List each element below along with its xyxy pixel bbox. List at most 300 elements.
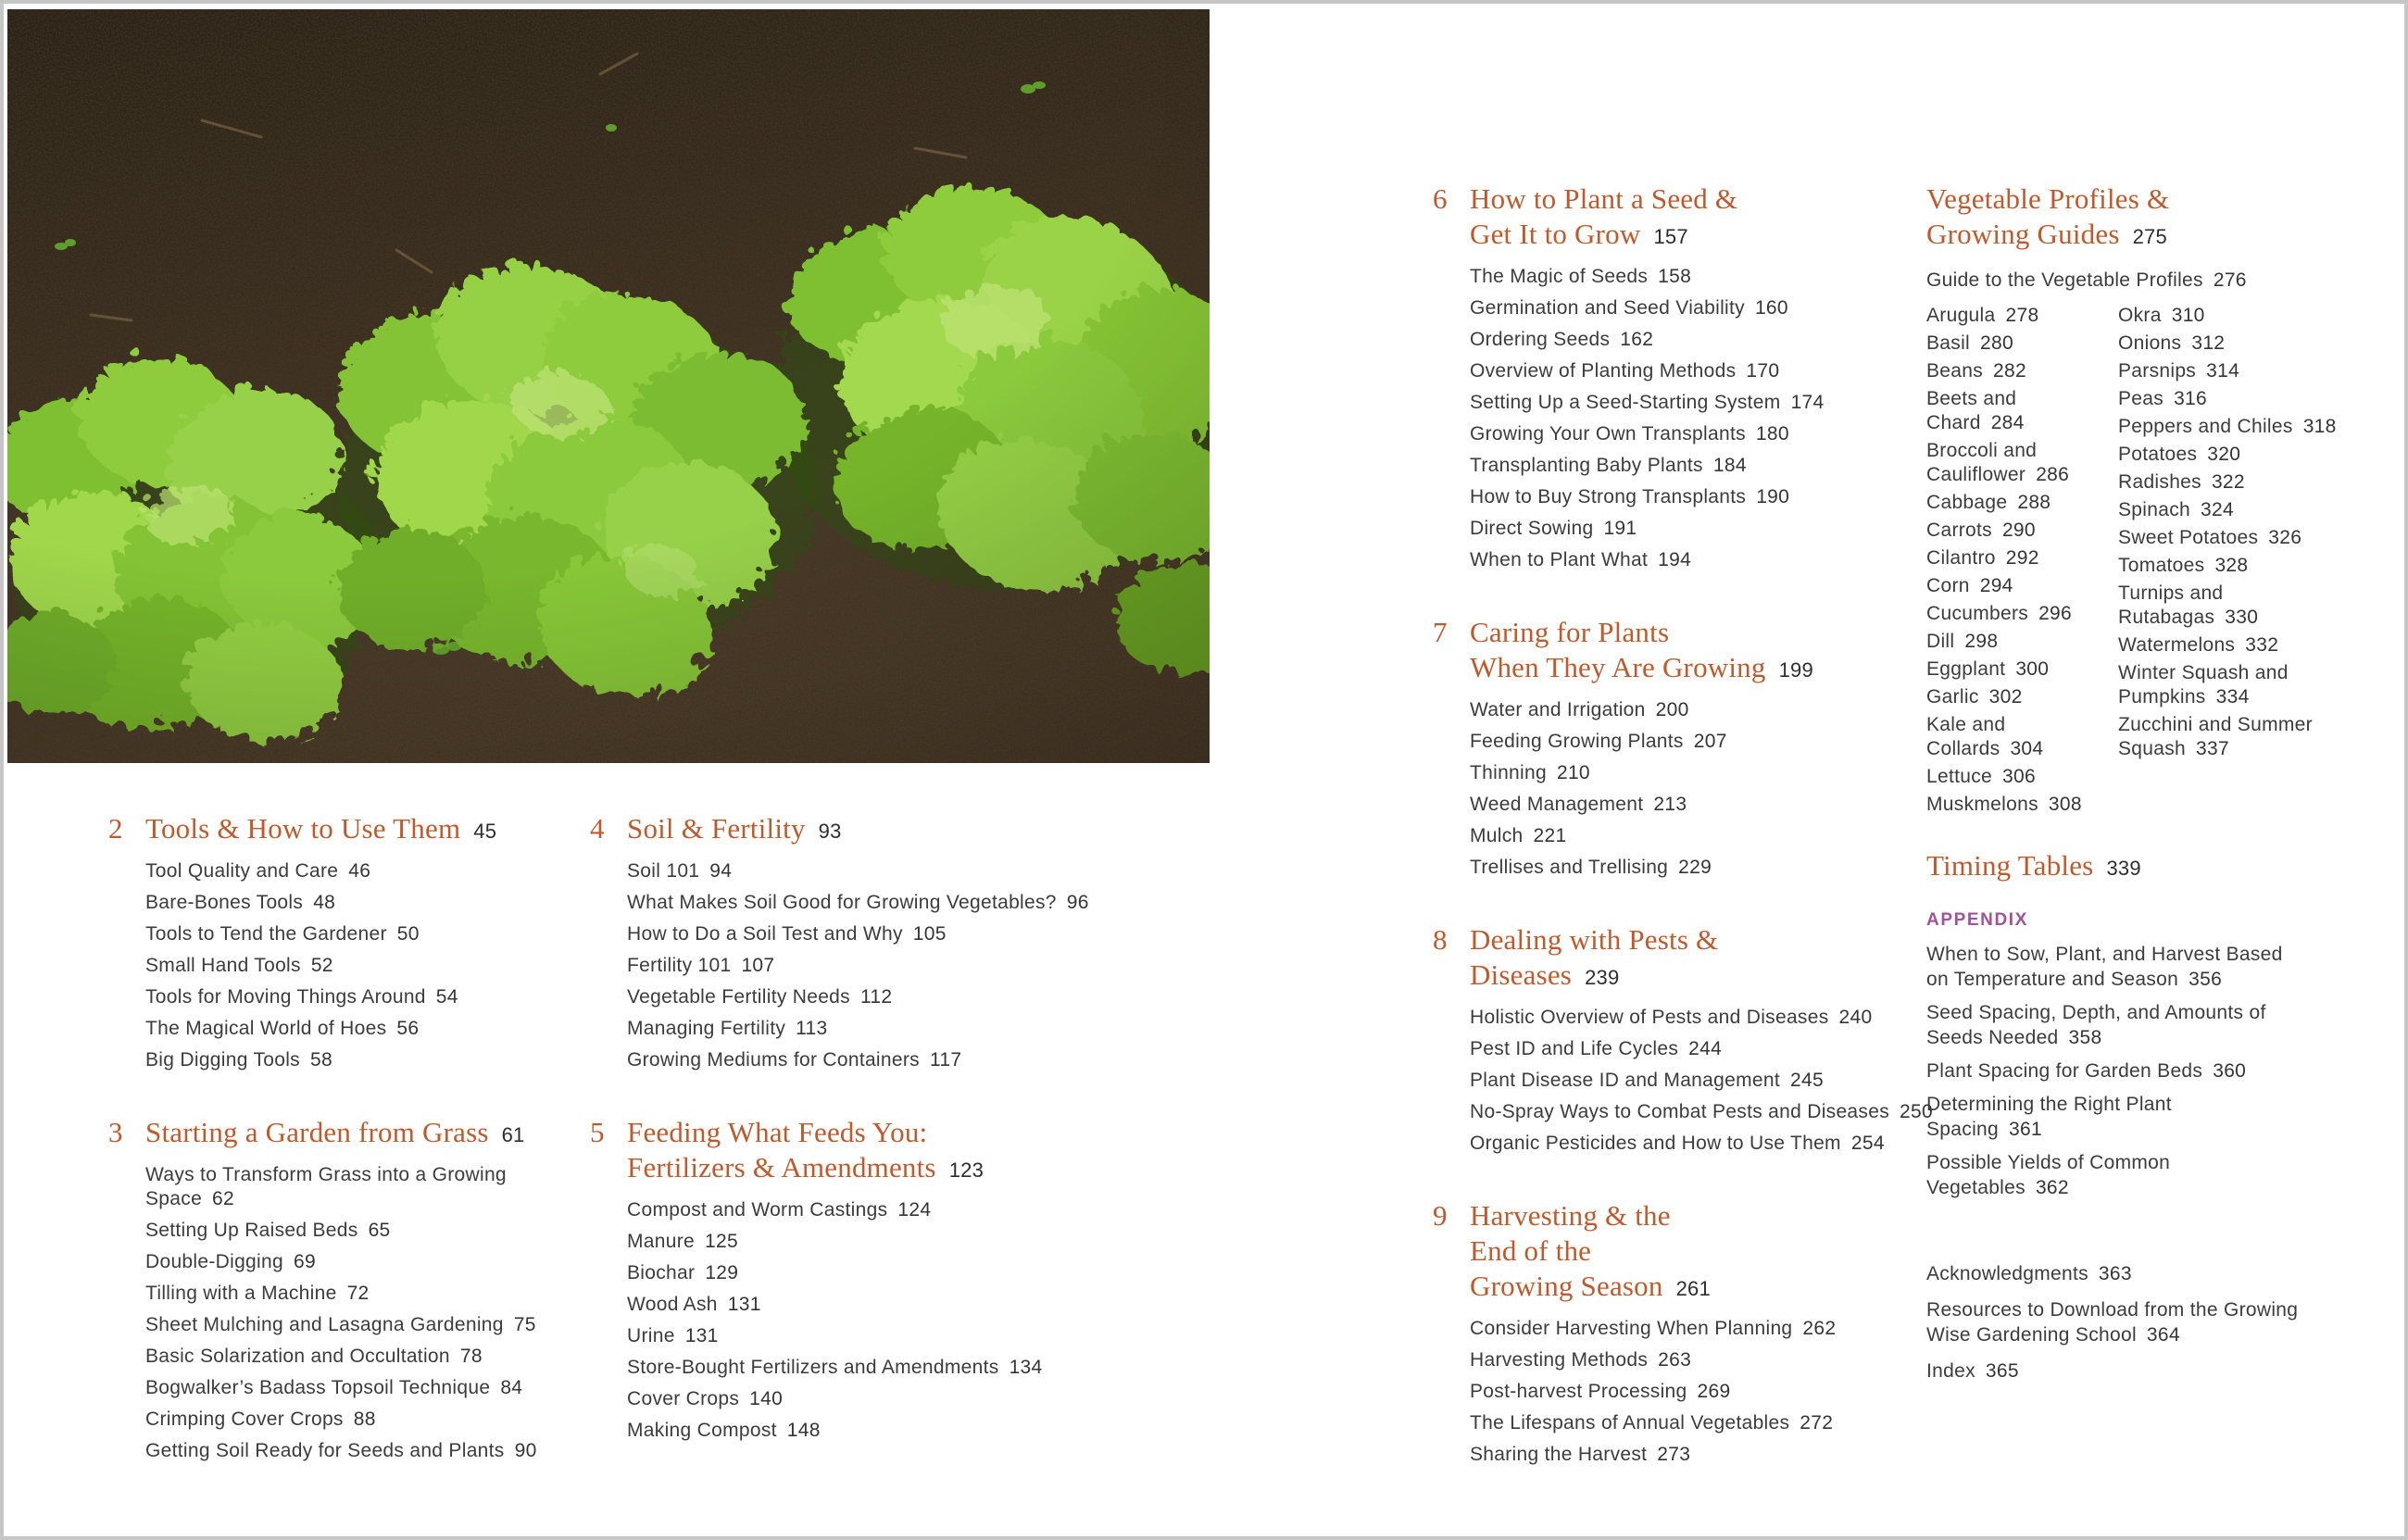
toc-entry bbox=[2118, 332, 2354, 356]
entry-page-number: 46 bbox=[348, 860, 371, 882]
toc-entry bbox=[1470, 1317, 1933, 1341]
entry-label: Tool Quality and Care bbox=[145, 860, 339, 882]
toc-entry bbox=[1470, 391, 1933, 415]
entry-label: Tomatoes bbox=[2118, 555, 2205, 576]
entry-page-number: 250 bbox=[1900, 1101, 1933, 1122]
entry-label: Thinning bbox=[1470, 762, 1547, 783]
entry-page-number: 363 bbox=[2098, 1263, 2132, 1284]
entry-page-number: 312 bbox=[2191, 332, 2226, 354]
chapter-entry-list bbox=[627, 1198, 1101, 1443]
toc-entry bbox=[1470, 730, 1933, 754]
toc-entry bbox=[2118, 359, 2354, 383]
toc-entry bbox=[1926, 1358, 2339, 1383]
entry-page-number: 58 bbox=[309, 1049, 332, 1070]
entry-page-number: 330 bbox=[2225, 607, 2259, 628]
entry-page-number: 129 bbox=[705, 1262, 739, 1283]
toc-entry bbox=[1470, 1348, 1933, 1372]
toc-entry bbox=[145, 1017, 592, 1041]
toc-entry bbox=[1926, 713, 2118, 761]
entry-page-number: 107 bbox=[741, 955, 775, 976]
lettuce-row-photo bbox=[7, 9, 1210, 763]
entry-page-number: 210 bbox=[1556, 762, 1590, 783]
entry-label: Resources to Download from the Growing Wise Gardening School bbox=[1926, 1299, 2299, 1346]
entry-page-number: 280 bbox=[1980, 332, 2013, 354]
entry-label: Germination and Seed Viability bbox=[1470, 297, 1745, 319]
entry-label: Ordering Seeds bbox=[1470, 329, 1611, 350]
entry-label: Potatoes bbox=[2118, 444, 2198, 465]
toc-entry bbox=[1470, 1380, 1933, 1404]
entry-page-number: 316 bbox=[2174, 388, 2208, 409]
entry-label: Muskmelons bbox=[1926, 794, 2038, 815]
entry-label: Watermelons bbox=[2118, 634, 2236, 656]
entry-label: Plant Disease ID and Management bbox=[1470, 1070, 1780, 1091]
chapter-title: Tools & How to Use Them 45 bbox=[145, 812, 497, 845]
toc-entry bbox=[1926, 602, 2118, 626]
toc-entry bbox=[1470, 1443, 1933, 1467]
entry-label: Overview of Planting Methods bbox=[1470, 360, 1737, 382]
entry-page-number: 273 bbox=[1657, 1444, 1691, 1465]
section-backmatter bbox=[1926, 1261, 2389, 1383]
toc-entry bbox=[1470, 296, 1933, 320]
toc-entry bbox=[1470, 328, 1933, 352]
entry-page-number: 131 bbox=[684, 1325, 719, 1346]
entry-page-number: 148 bbox=[786, 1420, 821, 1441]
entry-label: Tilling with a Machine bbox=[145, 1283, 337, 1304]
toc-column-left-2 bbox=[590, 811, 1101, 1485]
entry-page-number: 160 bbox=[1754, 297, 1788, 319]
entry-label: Holistic Overview of Pests and Diseases bbox=[1470, 1007, 1829, 1028]
entry-label: Crimping Cover Crops bbox=[145, 1409, 344, 1430]
entry-label: Garlic bbox=[1926, 686, 1979, 707]
entry-page-number: 318 bbox=[2302, 416, 2337, 437]
appendix-label: APPENDIX bbox=[1926, 910, 2028, 930]
chapter-number: 8 bbox=[1433, 923, 1448, 956]
chapter-entry-list bbox=[1470, 698, 1933, 880]
entry-label: When to Plant What bbox=[1470, 549, 1649, 570]
toc-entry bbox=[1926, 359, 2118, 383]
entry-page-number: 105 bbox=[912, 923, 947, 945]
toc-entry bbox=[145, 1250, 592, 1274]
chapter-entry-list bbox=[145, 1163, 592, 1463]
entry-label: The Lifespans of Annual Vegetables bbox=[1470, 1412, 1790, 1434]
entry-label: Basic Solarization and Occultation bbox=[145, 1346, 450, 1367]
entry-page-number: 170 bbox=[1746, 360, 1780, 382]
entry-page-number: 290 bbox=[2001, 520, 2036, 541]
toc-entry bbox=[1926, 332, 2118, 356]
entry-label: Guide to the Vegetable Profiles bbox=[1926, 269, 2203, 291]
entry-page-number: 276 bbox=[2213, 269, 2247, 291]
toc-entry bbox=[1470, 1037, 1933, 1061]
entry-page-number: 362 bbox=[2035, 1177, 2069, 1198]
entry-label: Onions bbox=[2118, 332, 2182, 354]
entry-label: Vegetable Fertility Needs bbox=[627, 986, 850, 1008]
entry-page-number: 326 bbox=[2268, 527, 2302, 548]
toc-entry bbox=[2118, 470, 2354, 495]
entry-label: Sharing the Harvest bbox=[1470, 1444, 1648, 1465]
entry-label: Store-Bought Fertilizers and Amendments bbox=[627, 1357, 999, 1378]
toc-entry bbox=[627, 1387, 1101, 1411]
entry-page-number: 78 bbox=[459, 1346, 483, 1367]
chapter-title: Feeding What Feeds You: Fertilizers & Amendments 123 bbox=[627, 1116, 985, 1183]
entry-page-number: 124 bbox=[897, 1199, 932, 1221]
toc-entry bbox=[145, 891, 592, 915]
chapter-title: Harvesting & the End of the Growing Season 261 bbox=[1470, 1199, 1711, 1302]
vegetable-list bbox=[1926, 304, 2389, 820]
toc-entry bbox=[627, 954, 1101, 978]
entry-page-number: 356 bbox=[2189, 969, 2223, 990]
entry-page-number: 158 bbox=[1658, 266, 1692, 287]
chapter-page-number: 93 bbox=[818, 820, 842, 843]
entry-page-number: 174 bbox=[1790, 392, 1825, 413]
section-timing-tables bbox=[1926, 848, 2389, 886]
entry-label: Setting Up Raised Beds bbox=[145, 1220, 358, 1241]
entry-label: Basil bbox=[1926, 332, 1971, 354]
entry-page-number: 324 bbox=[2201, 499, 2234, 520]
entry-label: Fertility 101 bbox=[627, 955, 732, 976]
section-appendix bbox=[1926, 910, 2389, 1200]
entry-label: Peppers and Chiles bbox=[2118, 416, 2293, 437]
toc-entry bbox=[2118, 387, 2354, 411]
toc-entry bbox=[627, 1356, 1101, 1380]
entry-page-number: 337 bbox=[2196, 738, 2229, 759]
entry-label: Cabbage bbox=[1926, 492, 2008, 513]
toc-entry bbox=[1470, 359, 1933, 383]
toc-entry bbox=[2118, 713, 2354, 761]
entry-label: Broccoli and Cauliflower bbox=[1926, 440, 2038, 485]
entry-label: The Magic of Seeds bbox=[1470, 266, 1649, 287]
entry-page-number: 54 bbox=[435, 986, 458, 1008]
entry-label: Sheet Mulching and Lasagna Gardening bbox=[145, 1314, 504, 1335]
toc-chapter-2 bbox=[108, 811, 592, 1072]
toc-entry bbox=[1470, 1411, 1933, 1435]
entry-label: Compost and Worm Castings bbox=[627, 1199, 888, 1221]
toc-entry bbox=[627, 1419, 1101, 1443]
toc-entry bbox=[145, 1163, 592, 1211]
toc-entry bbox=[1470, 422, 1933, 446]
toc-entry bbox=[1470, 698, 1933, 722]
entry-page-number: 62 bbox=[212, 1188, 235, 1209]
entry-label: Turnips and Rutabagas bbox=[2118, 582, 2224, 628]
toc-entry bbox=[2118, 661, 2354, 709]
toc-entry bbox=[627, 859, 1101, 883]
entry-page-number: 322 bbox=[2211, 471, 2245, 493]
toc-entry bbox=[627, 1048, 1101, 1072]
entry-page-number: 298 bbox=[1964, 631, 1999, 652]
entry-page-number: 365 bbox=[1985, 1360, 2019, 1382]
chapter-entry-list bbox=[1470, 1006, 1933, 1156]
toc-entry bbox=[145, 1282, 592, 1306]
entry-page-number: 278 bbox=[2005, 305, 2039, 326]
entry-label: Growing Mediums for Containers bbox=[627, 1049, 920, 1070]
toc-entry bbox=[1926, 1092, 2292, 1142]
entry-page-number: 262 bbox=[1802, 1318, 1837, 1339]
entry-page-number: 302 bbox=[1988, 686, 2023, 707]
entry-page-number: 112 bbox=[859, 986, 893, 1008]
entry-page-number: 131 bbox=[727, 1294, 761, 1315]
chapter-page-number: 45 bbox=[473, 820, 497, 843]
chapter-page-number: 123 bbox=[948, 1158, 985, 1182]
entry-page-number: 269 bbox=[1697, 1381, 1731, 1402]
entry-page-number: 200 bbox=[1655, 699, 1689, 720]
entry-page-number: 90 bbox=[514, 1440, 537, 1461]
entry-label: Urine bbox=[627, 1325, 675, 1346]
vegetable-profiles-title-line2: Growing Guides bbox=[1926, 218, 2120, 250]
toc-chapter-9 bbox=[1433, 1198, 1933, 1467]
entry-label: Okra bbox=[2118, 305, 2162, 326]
chapter-title: How to Plant a Seed & Get It to Grow 157 bbox=[1470, 182, 1738, 250]
entry-label: Manure bbox=[627, 1231, 696, 1252]
chapter-title: Starting a Garden from Grass 61 bbox=[145, 1116, 525, 1148]
chapter-number: 3 bbox=[108, 1116, 123, 1148]
toc-chapter-8 bbox=[1433, 922, 1933, 1156]
entry-page-number: 306 bbox=[2002, 766, 2036, 787]
entry-page-number: 69 bbox=[293, 1251, 316, 1272]
entry-label: Kale and Collards bbox=[1926, 714, 2006, 759]
entry-label: Double-Digging bbox=[145, 1251, 283, 1272]
toc-entry bbox=[1926, 942, 2292, 992]
toc-entry bbox=[627, 1198, 1101, 1222]
entry-page-number: 245 bbox=[1789, 1070, 1824, 1091]
toc-entry bbox=[1926, 574, 2118, 598]
entry-page-number: 191 bbox=[1603, 518, 1637, 539]
entry-page-number: 52 bbox=[310, 955, 333, 976]
entry-page-number: 140 bbox=[749, 1388, 784, 1409]
toc-entry bbox=[627, 1293, 1101, 1317]
entry-label: The Magical World of Hoes bbox=[145, 1018, 387, 1039]
entry-page-number: 304 bbox=[2010, 738, 2044, 759]
entry-page-number: 72 bbox=[346, 1283, 370, 1304]
toc-entry bbox=[1470, 454, 1933, 478]
toc-entry bbox=[627, 1017, 1101, 1041]
entry-label: How to Buy Strong Transplants bbox=[1470, 486, 1747, 507]
entry-page-number: 125 bbox=[705, 1231, 738, 1252]
toc-chapter-5 bbox=[590, 1115, 1101, 1443]
toc-entry bbox=[145, 1439, 592, 1463]
toc-entry bbox=[2118, 633, 2354, 657]
entry-label: What Makes Soil Good for Growing Vegetables? bbox=[627, 892, 1057, 913]
toc-entry bbox=[145, 922, 592, 946]
entry-label: Zucchini and Summer Squash bbox=[2118, 714, 2313, 759]
toc-entry bbox=[1470, 856, 1933, 880]
lettuce-photo-illustration bbox=[7, 9, 1210, 763]
entry-label: Trellises and Trellising bbox=[1470, 857, 1669, 878]
timing-tables-title-text: Timing Tables bbox=[1926, 849, 2094, 882]
toc-entry bbox=[627, 1324, 1101, 1348]
toc-entry bbox=[1926, 1150, 2292, 1200]
toc-column-right-1 bbox=[1433, 182, 1933, 1509]
toc-entry bbox=[2118, 582, 2354, 630]
toc-entry bbox=[1470, 1069, 1933, 1093]
section-vegetable-profiles bbox=[1926, 182, 2389, 820]
entry-label: Harvesting Methods bbox=[1470, 1349, 1649, 1371]
entry-label: Parsnips bbox=[2118, 360, 2197, 382]
toc-entry bbox=[1470, 793, 1933, 817]
chapter-entry-list bbox=[1470, 1317, 1933, 1467]
entry-label: Transplanting Baby Plants bbox=[1470, 455, 1703, 476]
toc-entry bbox=[2118, 526, 2354, 550]
vegetable-profiles-page-number: 275 bbox=[2132, 225, 2167, 248]
toc-entry bbox=[2118, 554, 2354, 578]
vegetable-list-column-2 bbox=[2118, 304, 2354, 820]
entry-page-number: 296 bbox=[2038, 603, 2073, 624]
toc-entry bbox=[1926, 519, 2118, 543]
entry-label: Feeding Growing Plants bbox=[1470, 731, 1684, 752]
vegetable-profiles-title-line1: Vegetable Profiles & bbox=[1926, 182, 2170, 215]
entry-page-number: 361 bbox=[2009, 1119, 2042, 1140]
toc-chapter-4 bbox=[590, 811, 1101, 1072]
entry-page-number: 96 bbox=[1066, 892, 1089, 913]
entry-label: Possible Yields of Common Vegetables bbox=[1926, 1152, 2171, 1198]
entry-page-number: 65 bbox=[368, 1220, 391, 1241]
entry-label: Cover Crops bbox=[627, 1388, 740, 1409]
entry-label: Carrots bbox=[1926, 520, 1992, 541]
entry-label: Arugula bbox=[1926, 305, 1996, 326]
toc-entry bbox=[1926, 657, 2118, 682]
chapter-number: 7 bbox=[1433, 616, 1448, 648]
entry-page-number: 328 bbox=[2214, 555, 2249, 576]
entry-label: Peas bbox=[2118, 388, 2164, 409]
chapter-page-number: 199 bbox=[1778, 658, 1813, 682]
toc-entry bbox=[2118, 304, 2354, 328]
entry-label: Cilantro bbox=[1926, 547, 1996, 569]
chapter-number: 4 bbox=[590, 812, 605, 845]
entry-label: Bare-Bones Tools bbox=[145, 892, 304, 913]
toc-column-right-2 bbox=[1926, 182, 2389, 1395]
toc-entry bbox=[1926, 491, 2118, 515]
entry-label: Wood Ash bbox=[627, 1294, 718, 1315]
toc-entry bbox=[1926, 439, 2118, 487]
toc-entry bbox=[1926, 387, 2118, 435]
entry-page-number: 180 bbox=[1755, 423, 1789, 444]
chapter-number: 2 bbox=[108, 812, 123, 845]
appendix-list bbox=[1926, 942, 2292, 1200]
entry-label: Cucumbers bbox=[1926, 603, 2029, 624]
entry-label: Tools to Tend the Gardener bbox=[145, 923, 387, 945]
entry-label: Beets and Chard bbox=[1926, 388, 2017, 433]
entry-label: Consider Harvesting When Planning bbox=[1470, 1318, 1793, 1339]
chapter-page-number: 239 bbox=[1585, 966, 1620, 989]
toc-entry bbox=[1926, 304, 2118, 328]
toc-entry bbox=[1926, 1261, 2339, 1286]
entry-label: Beans bbox=[1926, 360, 1984, 382]
entry-page-number: 240 bbox=[1838, 1007, 1873, 1028]
entry-label: Radishes bbox=[2118, 471, 2201, 493]
chapter-entry-list bbox=[627, 859, 1101, 1072]
entry-page-number: 88 bbox=[353, 1409, 376, 1430]
toc-column-left-1 bbox=[108, 811, 592, 1506]
toc-entry bbox=[1470, 1132, 1933, 1156]
toc-entry bbox=[2118, 415, 2354, 439]
toc-entry bbox=[627, 891, 1101, 915]
entry-label: Organic Pesticides and How to Use Them bbox=[1470, 1133, 1841, 1154]
toc-chapter-3 bbox=[108, 1115, 592, 1463]
entry-page-number: 194 bbox=[1658, 549, 1692, 570]
vegetable-profiles-title bbox=[1926, 182, 2389, 255]
entry-label: Pest ID and Life Cycles bbox=[1470, 1038, 1679, 1059]
toc-entry bbox=[627, 985, 1101, 1009]
entry-label: Bogwalker’s Badass Topsoil Technique bbox=[145, 1377, 491, 1398]
entry-page-number: 162 bbox=[1620, 329, 1654, 350]
chapter-entry-list bbox=[1470, 265, 1933, 572]
toc-entry bbox=[1470, 485, 1933, 509]
entry-label: Eggplant bbox=[1926, 658, 2006, 680]
entry-label: Weed Management bbox=[1470, 794, 1644, 815]
toc-entry bbox=[145, 1345, 592, 1369]
entry-page-number: 113 bbox=[796, 1018, 828, 1039]
entry-page-number: 294 bbox=[1979, 575, 2013, 596]
toc-entry bbox=[1926, 685, 2118, 709]
entry-label: Managing Fertility bbox=[627, 1018, 786, 1039]
entry-page-number: 184 bbox=[1712, 455, 1747, 476]
entry-page-number: 308 bbox=[2048, 794, 2082, 815]
toc-entry bbox=[1470, 1100, 1933, 1124]
entry-label: Acknowledgments bbox=[1926, 1263, 2088, 1284]
toc-entry bbox=[627, 1261, 1101, 1285]
toc-chapter-6 bbox=[1433, 182, 1933, 572]
entry-label: No-Spray Ways to Combat Pests and Diseases bbox=[1470, 1101, 1889, 1122]
entry-page-number: 213 bbox=[1653, 794, 1687, 815]
entry-label: Big Digging Tools bbox=[145, 1049, 300, 1070]
entry-label: Sweet Potatoes bbox=[2118, 527, 2259, 548]
toc-entry bbox=[1926, 765, 2118, 789]
entry-page-number: 134 bbox=[1009, 1357, 1043, 1378]
entry-page-number: 332 bbox=[2245, 634, 2279, 656]
toc-entry bbox=[1470, 824, 1933, 848]
entry-label: Dill bbox=[1926, 631, 1955, 652]
toc-entry bbox=[1926, 793, 2118, 817]
entry-label: Index bbox=[1926, 1360, 1975, 1382]
vegetable-list-column-1 bbox=[1926, 304, 2118, 820]
entry-page-number: 360 bbox=[2213, 1060, 2247, 1082]
entry-page-number: 221 bbox=[1533, 825, 1567, 846]
entry-page-number: 244 bbox=[1688, 1038, 1723, 1059]
toc-entry bbox=[1926, 1000, 2292, 1050]
chapter-number: 6 bbox=[1433, 182, 1448, 215]
toc-entry bbox=[1470, 265, 1933, 289]
entry-page-number: 48 bbox=[313, 892, 336, 913]
entry-page-number: 84 bbox=[500, 1377, 523, 1398]
entry-page-number: 310 bbox=[2171, 305, 2205, 326]
timing-tables-title bbox=[1926, 848, 2389, 886]
entry-label: Lettuce bbox=[1926, 766, 1992, 787]
toc-entry bbox=[1926, 630, 2118, 654]
toc-entry bbox=[1470, 548, 1933, 572]
entry-label: Water and Irrigation bbox=[1470, 699, 1646, 720]
entry-page-number: 272 bbox=[1800, 1412, 1834, 1434]
chapter-title: Soil & Fertility 93 bbox=[627, 812, 842, 845]
entry-page-number: 75 bbox=[513, 1314, 536, 1335]
toc-entry bbox=[1470, 761, 1933, 785]
entry-label: How to Do a Soil Test and Why bbox=[627, 923, 903, 945]
toc-entry bbox=[1470, 517, 1933, 541]
entry-page-number: 190 bbox=[1756, 486, 1790, 507]
toc-entry bbox=[145, 1408, 592, 1432]
entry-page-number: 320 bbox=[2207, 444, 2241, 465]
entry-page-number: 50 bbox=[396, 923, 420, 945]
entry-page-number: 300 bbox=[2015, 658, 2050, 680]
entry-page-number: 334 bbox=[2215, 686, 2250, 707]
entry-label: Tools for Moving Things Around bbox=[145, 986, 426, 1008]
toc-entry bbox=[145, 985, 592, 1009]
chapter-entry-list bbox=[145, 859, 592, 1072]
toc-entry bbox=[1926, 1297, 2339, 1347]
toc-entry bbox=[1926, 546, 2118, 570]
entry-label: Winter Squash and Pumpkins bbox=[2118, 662, 2289, 707]
entry-page-number: 358 bbox=[2068, 1027, 2102, 1048]
chapter-page-number: 157 bbox=[1653, 225, 1688, 248]
entry-page-number: 94 bbox=[709, 860, 733, 882]
chapter-title: Dealing with Pests & Diseases 239 bbox=[1470, 923, 1719, 991]
